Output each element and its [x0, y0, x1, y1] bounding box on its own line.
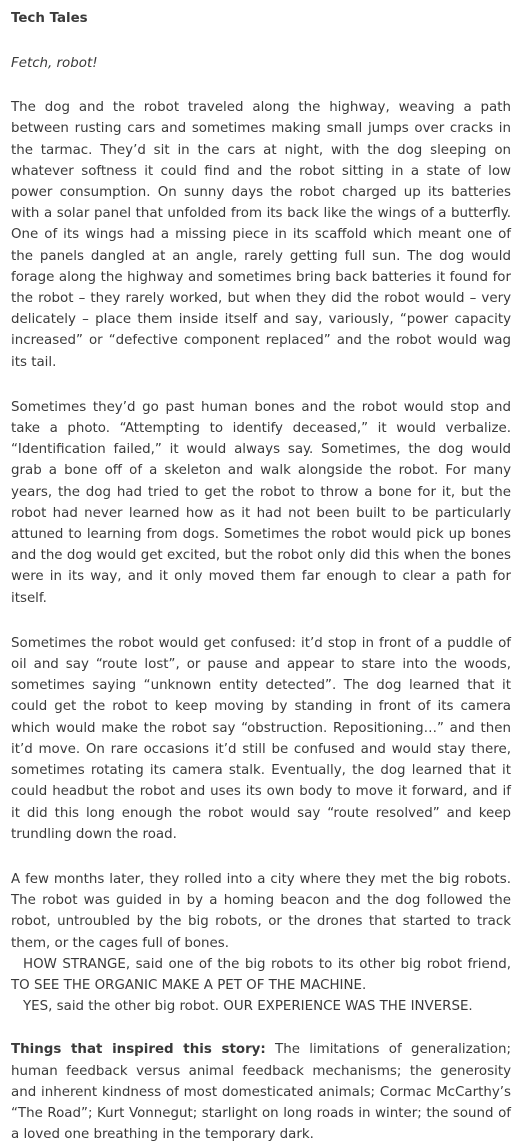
- article: [11, 8, 511, 1145]
- inspiration-label: Things that inspired this story:: [11, 1042, 266, 1058]
- closing-dialogue-2: YES, said the other big robot. OUR EXPERIENCE WAS THE INVERSE.: [23, 999, 473, 1015]
- story-paragraph: Sometimes the robot would get confused: it’d stop in front of a puddle of oil and say “route lost”, or pause and appear to stare into the woods, sometimes saying “unknown entity detected”. The dog learned that it could get the robot to keep moving by standing in front of its camera which would make the robot say “obstruction. Repositioning…” and then it’d move. On rare occasions it’d still be confused and would stay there, sometimes rotating its camera stalk. Eventually, the dog learned that it could headbut the robot and uses its own body to move it forward, and if it did this long enough the robot would say “route resolved” and keep trundling down the road.: [11, 635, 511, 842]
- story-paragraph: The dog and the robot traveled along the highway, weaving a path between rusting cars and sometimes making small jumps over cracks in the tarmac. They’d sit in the cars at night, with the dog sleeping on whatever softness it could find and the robot sitting in a state of low power consumption. On sunny days the robot charged up its batteries with a solar panel that unfolded from its back like the wings of a butterfly. One of its wings had a missing piece in its scaffold which meant one of the panels dangled at an angle, rarely getting full sun. The dog would forage along the highway and sometimes bring back batteries it found for the robot – they rarely worked, but when they did the robot would – very delicately – place them inside itself and say, variously, “power capacity increased” or “defective component replaced” and the robot would wag its tail.: [11, 100, 511, 370]
- section-heading: Tech Tales: [11, 11, 88, 26]
- closing-intro: A few months later, they rolled into a city where they met the big robots. The robot was guided in by a homing beacon and the dog followed the robot, untroubled by the big robots, or the drones that started to track them, or the cages full of bones.: [11, 871, 511, 951]
- story-title: Fetch, robot!: [11, 56, 98, 71]
- closing-paragraph: [11, 869, 511, 1017]
- closing-dialogue-1: HOW STRANGE, said one of the big robots to its other big robot friend, TO SEE THE ORGANIC MAKE A PET OF THE MACHINE.: [11, 956, 511, 993]
- inspiration-text: The limitations of generalization; human feedback versus animal feedback mechanisms; the generosity and inherent kindness of most domesticated animals; Cormac McCarthy’s “The Road”; Kurt Vonnegut; starlight on long roads in winter; the sound of a loved one breathing in the temporary dark.: [11, 1042, 511, 1143]
- inspiration-note: [11, 1039, 511, 1145]
- story-paragraph: Sometimes they’d go past human bones and the robot would stop and take a photo. “Attempting to identify deceased,” it would verbalize. “Identification failed,” it would always say. Sometimes, the dog would grab a bone off of a skeleton and walk alongside the robot. For many years, the dog had tried to get the robot to throw a bone for it, but the robot had never learned how as it had not been built to be particularly attuned to learning from dogs. Sometimes the robot would pick up bones and the dog would get excited, but the robot only did this when the bones were in its way, and it only moved them far enough to clear a path for itself.: [11, 399, 511, 606]
